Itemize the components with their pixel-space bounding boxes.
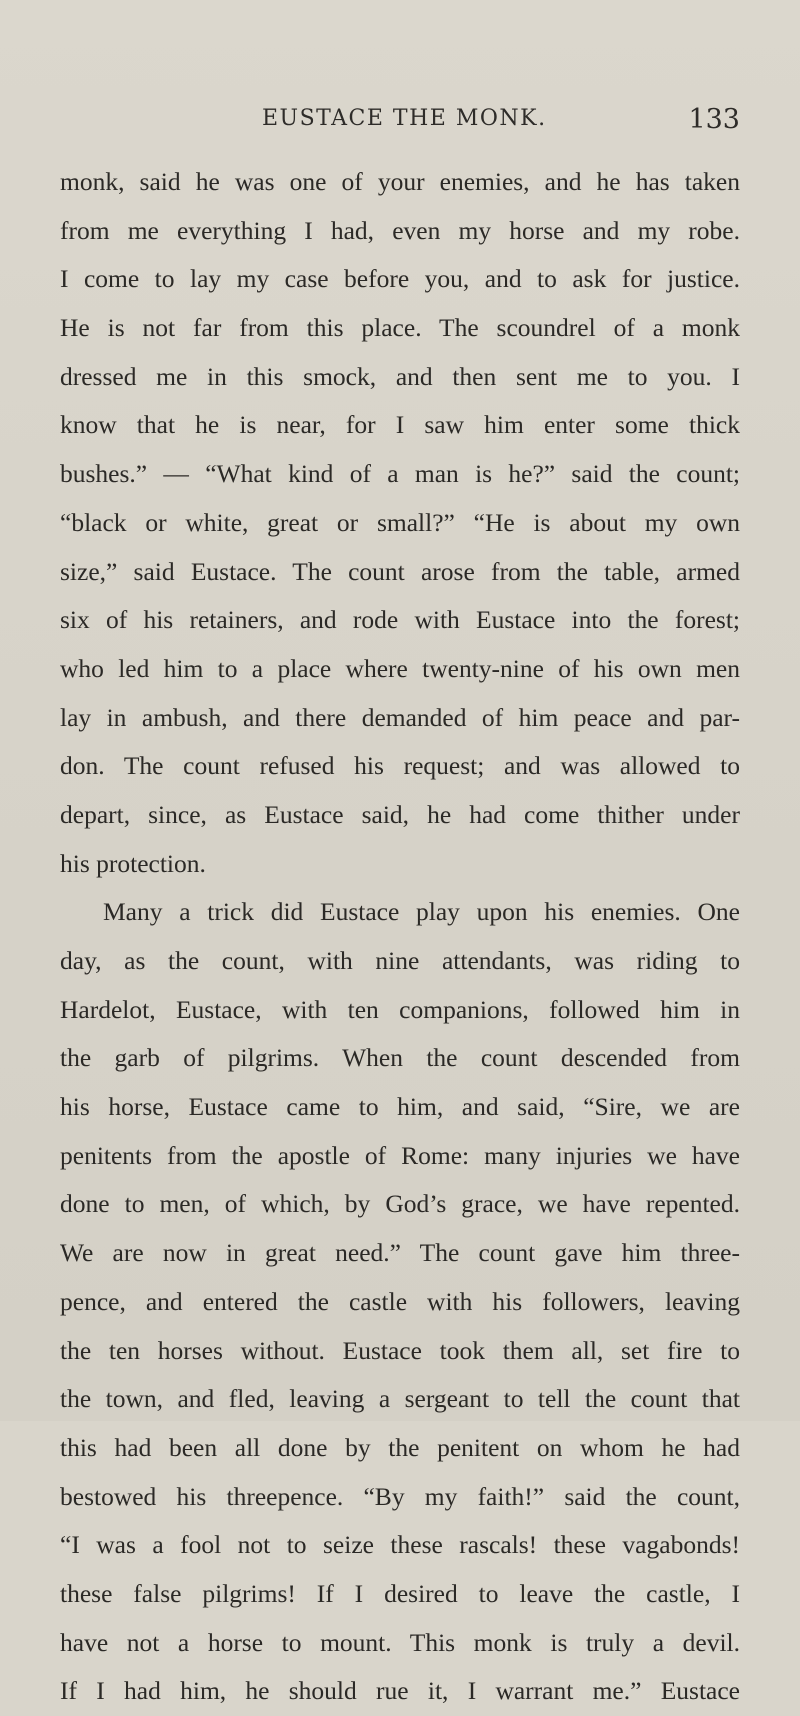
text-line: the town, and fled, leaving a sergeant to tell the count that xyxy=(60,1384,740,1414)
text-line: have not a horse to mount. This monk is truly a devil. xyxy=(60,1627,740,1657)
body-text xyxy=(60,158,740,1716)
text-line: the ten horses without. Eustace took them all, set fire to xyxy=(60,1335,740,1365)
text-line: We are now in great need.” The count gave him three- xyxy=(60,1238,740,1268)
text-line: bestowed his threepence. “By my faith!” said the count, xyxy=(60,1481,740,1511)
text-line: these false pilgrims! If I desired to leave the castle, I xyxy=(60,1578,740,1608)
text-line: who led him to a place where twenty-nine of his own men xyxy=(60,653,740,683)
text-line: six of his retainers, and rode with Eustace into the forest; xyxy=(60,605,740,635)
text-line: dressed me in this smock, and then sent me to you. I xyxy=(60,361,740,391)
paragraph-end-line: his protection. xyxy=(60,848,206,878)
text-line: I come to lay my case before you, and to ask for justice. xyxy=(60,264,740,294)
text-line: the garb of pilgrims. When the count descended from xyxy=(60,1043,740,1073)
text-line: his horse, Eustace came to him, and said, “Sire, we are xyxy=(60,1092,740,1122)
page-number: 133 xyxy=(688,104,740,135)
page-header xyxy=(0,106,800,146)
text-line: this had been all done by the penitent on whom he had xyxy=(60,1432,740,1462)
paragraph-start-line: Many a trick did Eustace play upon his enemies. One xyxy=(103,897,740,927)
text-line: lay in ambush, and there demanded of him peace and par- xyxy=(60,702,740,732)
text-line: monk, said he was one of your enemies, and he has taken xyxy=(60,167,740,196)
text-line: from me everything I had, even my horse and my robe. xyxy=(60,215,740,245)
text-line: pence, and entered the castle with his followers, leaving xyxy=(60,1286,740,1316)
text-line: He is not far from this place. The scoundrel of a monk xyxy=(60,313,740,343)
text-line: depart, since, as Eustace said, he had come thither under xyxy=(60,799,740,829)
text-line: know that he is near, for I saw him enter some thick xyxy=(60,410,740,440)
text-line: day, as the count, with nine attendants, was riding to xyxy=(60,946,740,975)
text-line: don. The count refused his request; and was allowed to xyxy=(60,751,740,781)
text-line: If I had him, he should rue it, I warrant me.” Eustace xyxy=(60,1676,740,1706)
text-line: bushes.” — “What kind of a man is he?” said the count; xyxy=(60,459,740,489)
text-line: done to men, of which, by God’s grace, we have repented. xyxy=(60,1189,740,1219)
text-line: “black or white, great or small?” “He is about my own xyxy=(60,507,740,537)
text-line: Hardelot, Eustace, with ten companions, followed him in xyxy=(60,994,740,1024)
running-title: EUSTACE THE MONK. xyxy=(262,106,547,131)
text-line: penitents from the apostle of Rome: many injuries we have xyxy=(60,1140,740,1170)
text-line: size,” said Eustace. The count arose from the table, armed xyxy=(60,556,740,586)
text-line: “I was a fool not to seize these rascals! these vagabonds! xyxy=(60,1530,740,1560)
